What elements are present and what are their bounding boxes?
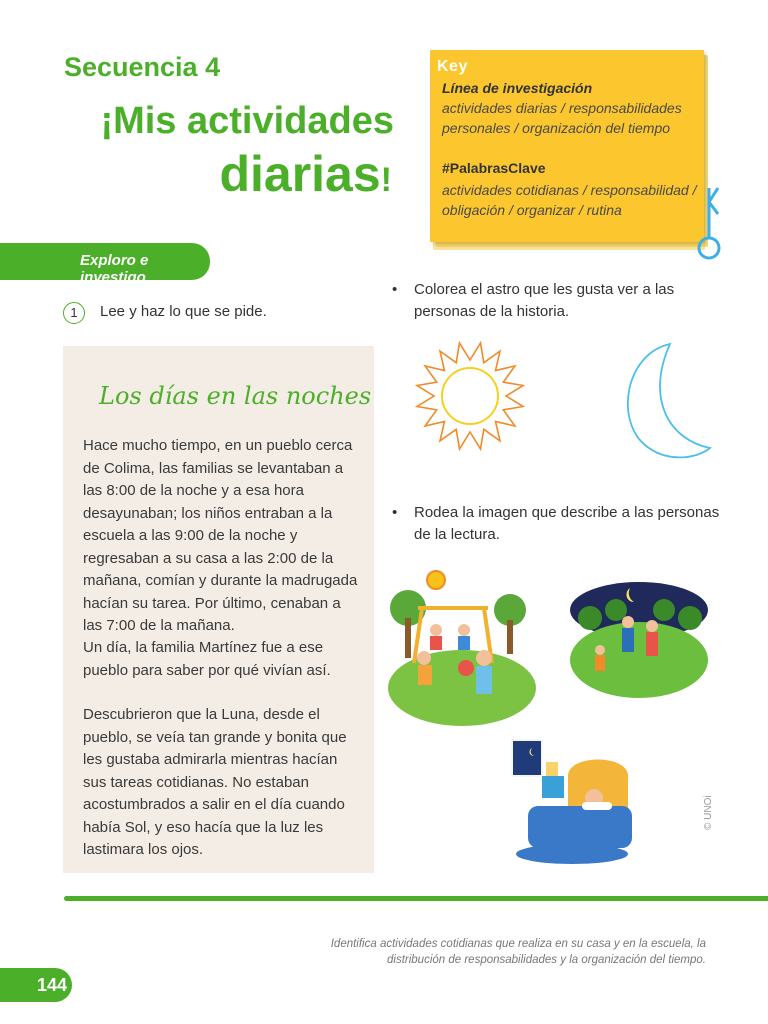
task-circle-image — [392, 502, 724, 546]
moon-outline-icon[interactable] — [615, 340, 715, 468]
reading-paragraph: Hace mucho tiempo, en un pueblo cerca de Colima, las familias se levantaban a las 8:00 de la noche y a esa hora desayunaban; los niños entraban a la escuela a las 9:00 de la noche y regresaban a su casa a las 2:00 de la mañana, comían y durante la madrugada hacían su tarea. Por último, cenaban a las 7:00 de la mañana. — [83, 437, 358, 634]
key-label: Key — [437, 58, 468, 75]
sequence-label: Secuencia 4 — [64, 52, 221, 82]
reading-title: Los días en las noches — [99, 382, 372, 410]
daytime-playground-image[interactable] — [388, 568, 536, 738]
task-text: Rodea la imagen que describe a las personas de la lectura. — [414, 504, 720, 543]
reading-paragraph: Un día, la familia Martínez fue a ese pueblo para saber por qué vivían así. — [83, 639, 331, 679]
bullet-marker: • — [392, 504, 398, 521]
page-number: 144 — [37, 975, 68, 995]
keywords-heading: #PalabrasClave — [442, 160, 546, 176]
activity-instruction: Lee y haz lo que se pide. — [100, 303, 267, 320]
page-number-tab — [0, 968, 72, 1002]
reading-panel — [63, 346, 374, 873]
nighttime-park-image[interactable] — [570, 580, 708, 700]
section-tab — [0, 243, 210, 286]
sun-outline-icon[interactable] — [412, 338, 528, 454]
research-line-heading: Línea de investigación — [442, 80, 593, 96]
task-color-star — [392, 279, 724, 323]
footer-divider — [64, 896, 768, 901]
page-title-line2 — [219, 145, 392, 203]
keywords-text: actividades cotidianas / responsabilidad / obligación / organizar / rutina — [442, 182, 697, 218]
research-line-text: actividades diarias / responsabilidades personales / organización del tiempo — [442, 100, 682, 136]
page-title-word: diarias — [219, 146, 381, 202]
section-tab-label: Exploro e investigo — [80, 252, 149, 286]
key-icon — [696, 180, 726, 270]
page-title-line1: ¡Mis actividades — [100, 100, 394, 142]
task-text: Colorea el astro que les gusta ver a las personas de la historia. — [414, 281, 675, 320]
bullet-marker: • — [392, 281, 398, 298]
key-box — [430, 50, 704, 242]
copyright-label: © UNOi — [703, 795, 714, 830]
page-title-exclamation: ! — [380, 161, 392, 199]
reading-paragraph: Descubrieron que la Luna, desde el pueblo, se veía tan grande y bonita que les gustaba admirarla mientras hacían sus tareas cotidianas. No estaban acostumbrados a salir en el día cuando había Sol, y eso hacía que la luz les lastimara los ojos. — [83, 706, 347, 858]
activity-number-badge: 1 — [63, 302, 85, 324]
bedroom-sleeping-image[interactable] — [508, 736, 638, 868]
learning-objective-note: Identifica actividades cotidianas que realiza en su casa y en la escuela, la distribución de responsabilidades y la organización del tiempo. — [330, 938, 706, 966]
